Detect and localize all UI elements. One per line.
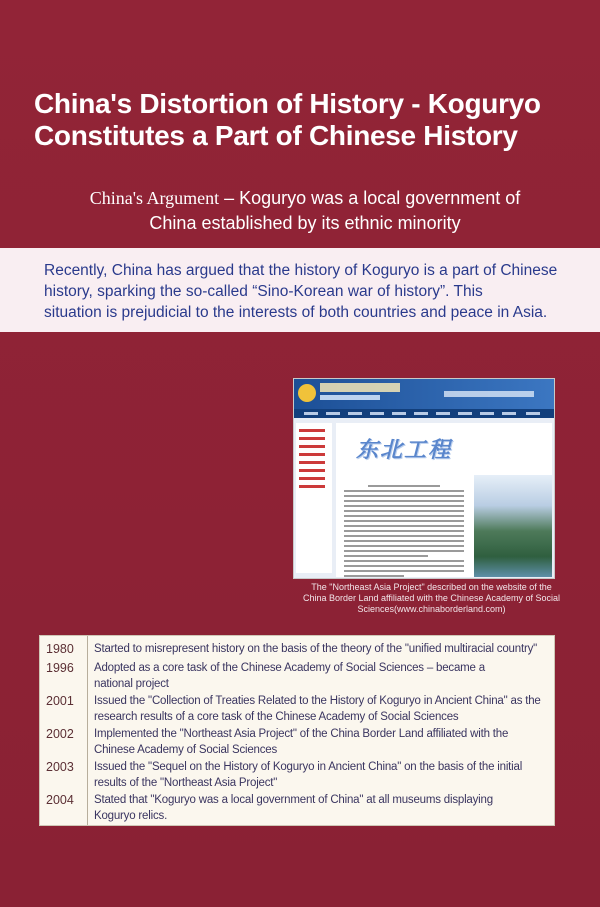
timeline-desc-line: Stated that "Koguryo was a local government of China" at all museums displaying (94, 794, 493, 806)
timeline-desc-line: Started to misrepresent history on the basis of the theory of the "unified multiracial country" (94, 643, 538, 655)
title-line-1: China's Distortion of History - Koguryo (34, 88, 541, 119)
timeline-desc-line: Issued the "Collection of Treaties Related to the History of Koguryo in Ancient China" as the (94, 695, 541, 707)
timeline-desc (94, 694, 550, 725)
subtitle-line-1 (40, 186, 570, 211)
website-content (336, 423, 552, 577)
intro-line-1: Recently, China has argued that the history of Koguryo is a part of Chinese (44, 262, 558, 279)
subtitle-line-1-rest: – Koguryo was a local government of (219, 188, 521, 208)
subtitle (40, 186, 570, 236)
website-logo-text (320, 383, 400, 392)
timeline-desc (94, 727, 550, 758)
timeline-year: 2004 (46, 793, 74, 807)
subtitle-line-2: China established by its ethnic minority (149, 213, 461, 233)
website-article-lines (344, 485, 464, 579)
timeline-year: 1980 (46, 642, 74, 656)
intro-line-3: situation is prejudicial to the interests of both countries and peace in Asia. (44, 304, 548, 321)
website-slogan (444, 391, 534, 397)
caption-line-3: Sciences(www.chinaborderland.com) (357, 604, 506, 614)
website-landscape-photo (474, 475, 552, 577)
website-logo-subtext (320, 395, 380, 400)
title-line-2: Constitutes a Part of Chinese History (34, 120, 518, 151)
website-sidebar (296, 423, 332, 573)
timeline-desc-line: Issued the "Sequel on the History of Koguryo in Ancient China" on the basis of the initial (94, 761, 523, 773)
timeline-desc-line: national project (94, 677, 169, 690)
timeline-year: 2001 (46, 694, 74, 708)
timeline-divider (87, 636, 88, 825)
intro-line-2: history, sparking the so-called “Sino-Korean war of history”. This (44, 283, 483, 300)
caption-line-2: China Border Land affiliated with the Chinese Academy of Social (303, 593, 560, 603)
timeline-desc (94, 642, 550, 658)
timeline-desc-line: results of the "Northeast Asia Project" (94, 776, 278, 789)
timeline-desc-line: Koguryo relics. (94, 809, 168, 822)
timeline-desc (94, 793, 550, 824)
website-nav (294, 409, 555, 418)
website-logo-icon (298, 384, 316, 402)
subtitle-lead: China's Argument (89, 188, 220, 208)
timeline-desc-line: Adopted as a core task of the Chinese Academy of Social Sciences – became a (94, 662, 485, 674)
timeline-desc-line: Chinese Academy of Social Sciences (94, 743, 278, 756)
timeline-year: 2003 (46, 760, 74, 774)
timeline-desc-line: Implemented the "Northeast Asia Project" of the China Border Land affiliated with the (94, 728, 509, 740)
caption-line-1: The "Northeast Asia Project" described on the website of the (311, 582, 552, 592)
intro-text (44, 260, 564, 323)
timeline-desc-line: research results of a core task of the Chinese Academy of Social Sciences (94, 710, 459, 723)
page-title (34, 88, 574, 152)
timeline-year: 2002 (46, 727, 74, 741)
website-screenshot (293, 378, 555, 579)
website-header (294, 379, 555, 409)
screenshot-caption (294, 582, 569, 615)
timeline-year: 1996 (46, 661, 74, 675)
timeline-desc (94, 661, 550, 692)
timeline-desc (94, 760, 550, 791)
timeline-table (39, 635, 555, 826)
website-banner-text: 东北工程 (356, 437, 453, 462)
